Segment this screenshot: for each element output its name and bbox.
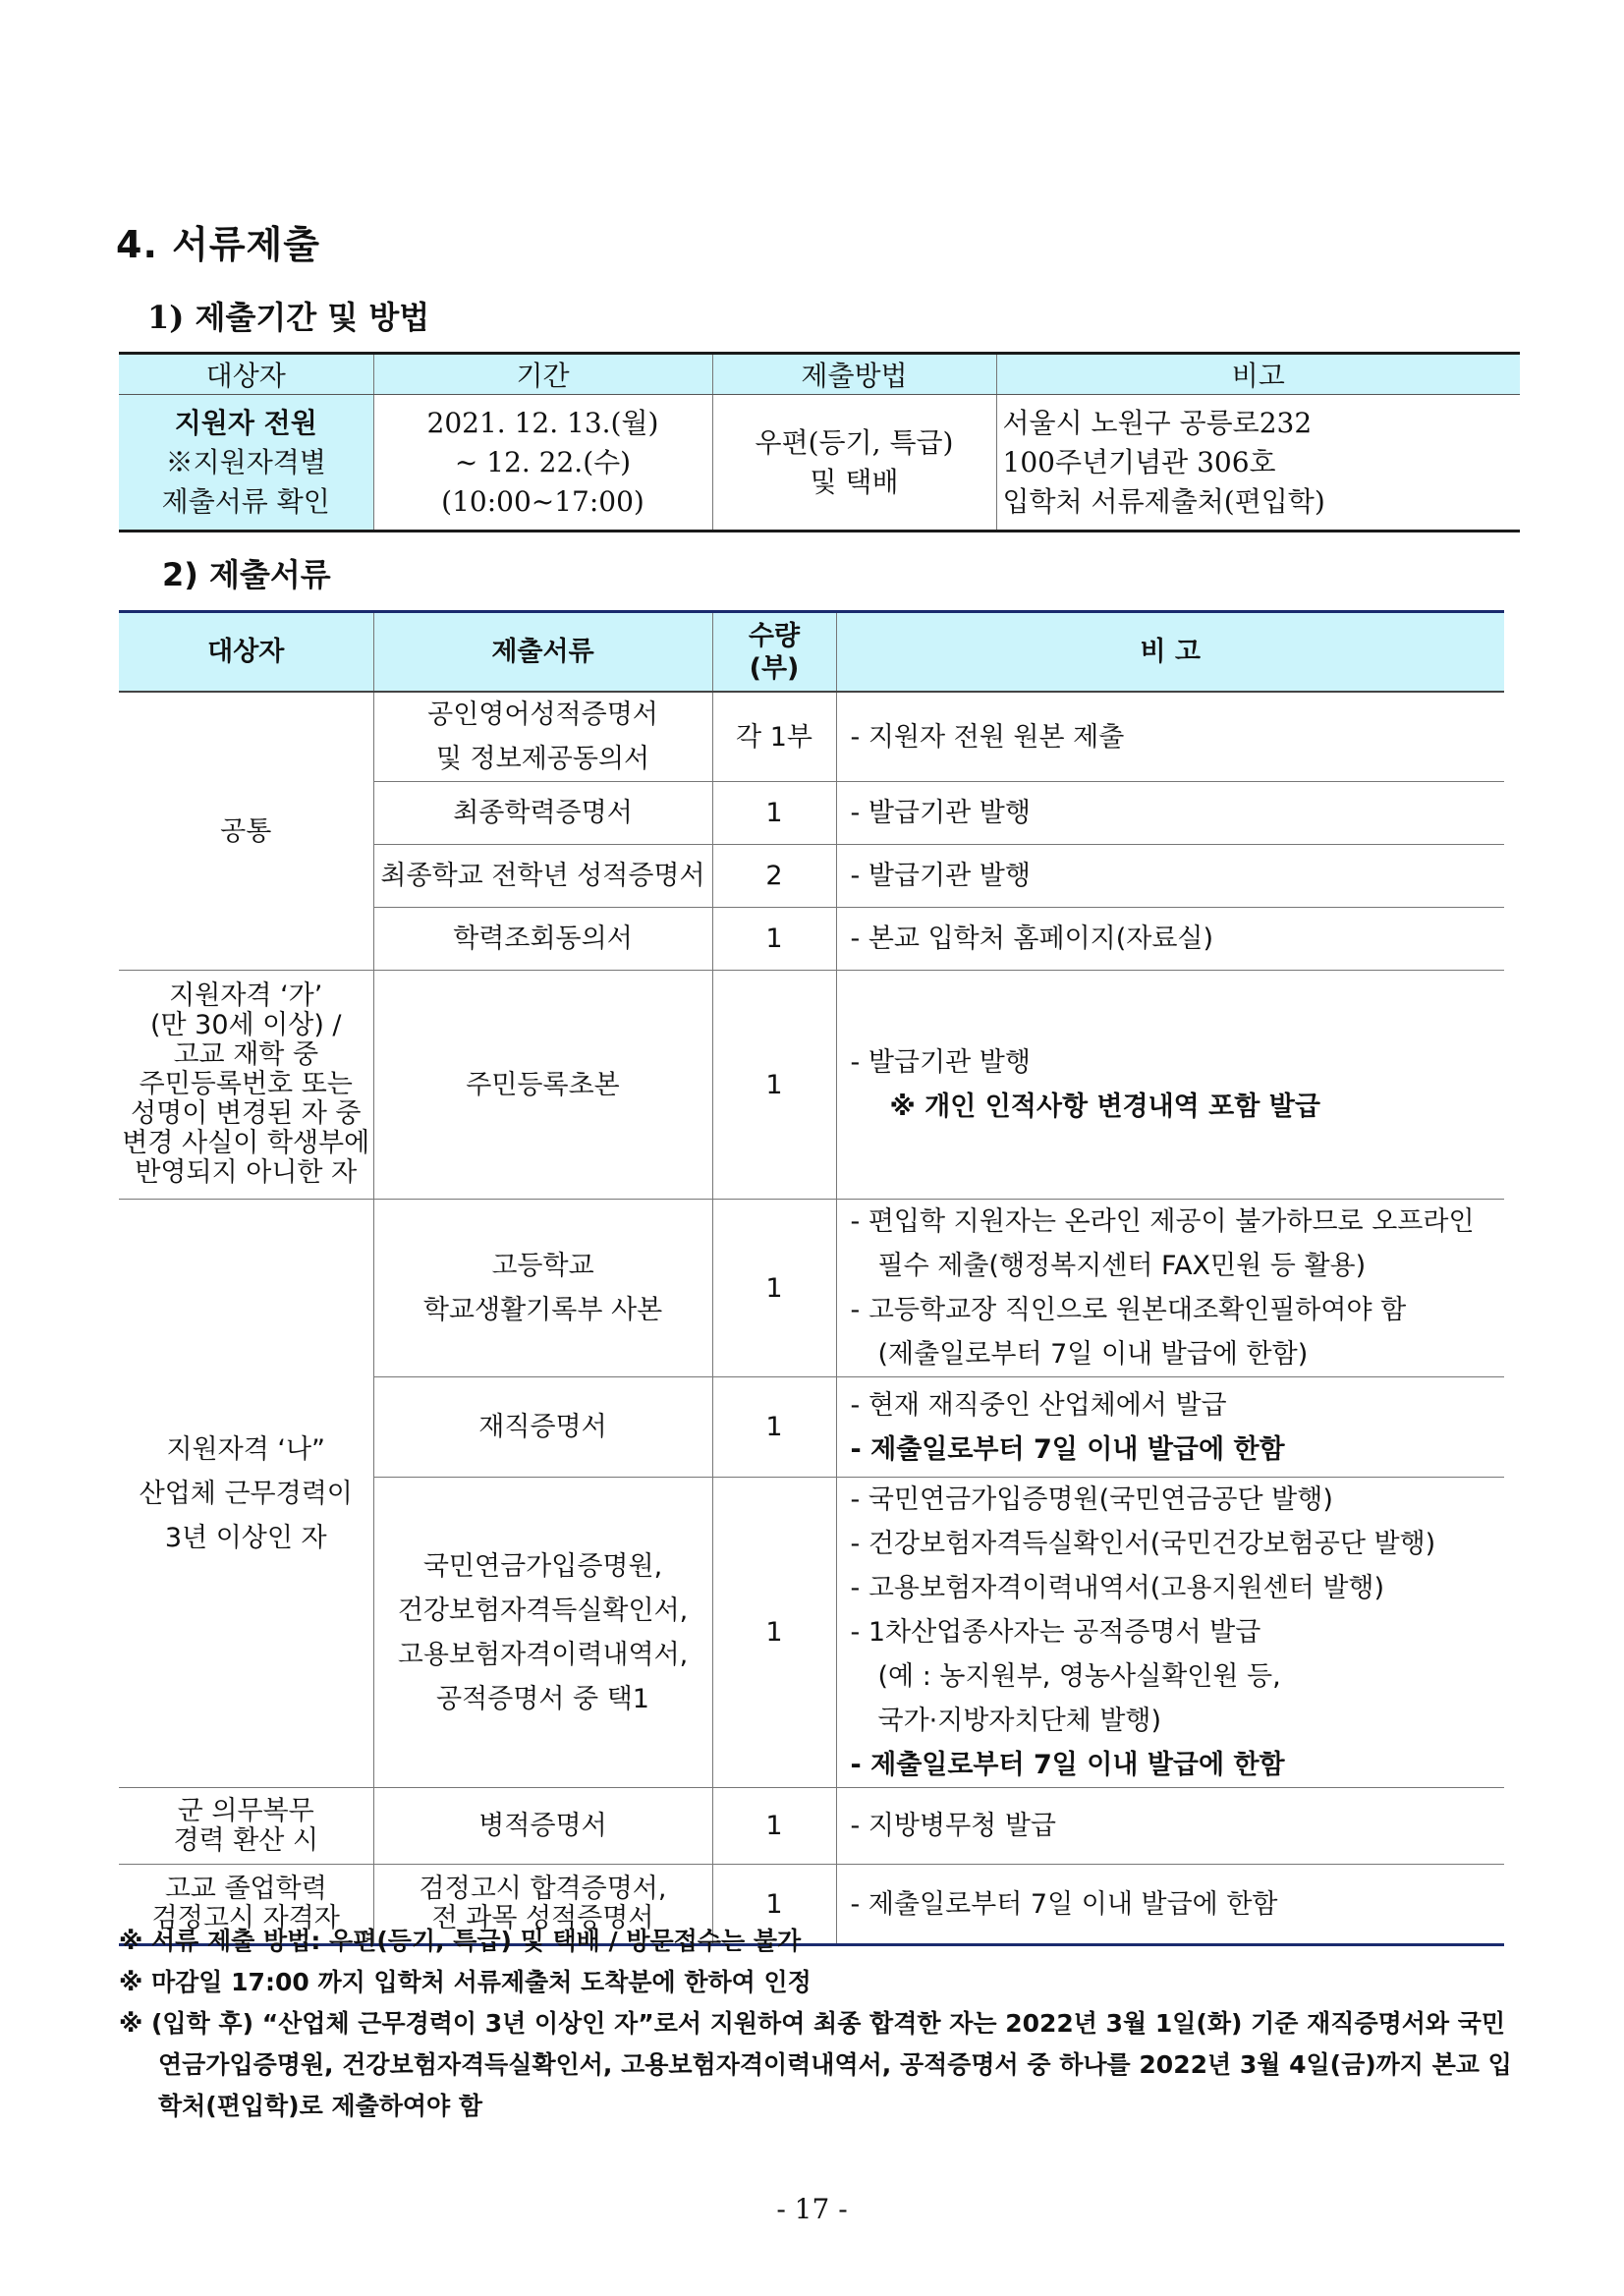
document-line: 공인영어성적증명서 xyxy=(427,700,658,730)
header-target: 대상자 xyxy=(119,354,373,395)
method-line: 우편(등기, 특급) xyxy=(755,425,954,459)
remark-line: - 고등학교장 직인으로 원본대조확인필하여야 함 xyxy=(850,1295,1407,1325)
document-line: 건강보험자격득실확인서, xyxy=(397,1595,689,1626)
quantity-cell: 1 xyxy=(712,1478,836,1788)
footnote: ※ 마감일 17:00 까지 입학처 서류제출처 도착분에 한하여 인정 xyxy=(119,1968,812,1996)
period-cell xyxy=(373,395,712,532)
document-cell: 학력조회동의서 xyxy=(373,908,712,971)
document-line: 검정고시 합격증명서, xyxy=(419,1874,667,1904)
quantity-cell: 1 xyxy=(712,1788,836,1865)
remark-cell xyxy=(836,1377,1504,1478)
method-line: 및 택배 xyxy=(810,465,899,498)
method-cell xyxy=(712,395,996,532)
target-cell xyxy=(119,971,373,1200)
target-line: 지원자 전원 xyxy=(174,406,317,439)
target-line: 고교 재학 중 xyxy=(173,1039,319,1070)
remark-line: ※ 개인 인적사항 변경내역 포함 발급 xyxy=(889,1092,1320,1122)
period-line: 2021. 12. 13.(월) xyxy=(426,406,659,439)
period-line: (10:00~17:00) xyxy=(441,484,644,518)
footnotes xyxy=(119,1921,1514,2127)
header-remark: 비고 xyxy=(996,354,1520,395)
table-header-row xyxy=(119,354,1520,395)
target-cell xyxy=(119,1200,373,1788)
remark-line: - 제출일로부터 7일 이내 발급에 한함 xyxy=(850,1433,1285,1465)
document-line: 전 과목 성적증명서 xyxy=(431,1903,654,1933)
target-line: 변경 사실이 학생부에 xyxy=(122,1128,370,1158)
target-line: 검정고시 자격자 xyxy=(151,1903,340,1933)
header-method: 제출방법 xyxy=(712,354,996,395)
remark-line: - 현재 재직중인 산업체에서 발급 xyxy=(850,1389,1227,1421)
target-line: 제출서류 확인 xyxy=(161,484,330,518)
document-line: 국민연금가입증명원, xyxy=(422,1550,663,1582)
quantity-cell: 1 xyxy=(712,782,836,845)
remark-line: - 발급기관 발행 xyxy=(850,1047,1031,1078)
document-line: 학교생활기록부 사본 xyxy=(422,1295,663,1325)
remark-line: 서울시 노원구 공릉로232 xyxy=(1002,406,1313,439)
table-header-row xyxy=(119,612,1504,693)
remark-cell xyxy=(836,971,1504,1200)
header-remark: 비 고 xyxy=(836,612,1504,693)
document-cell xyxy=(373,1478,712,1788)
quantity-cell: 각 1부 xyxy=(712,692,836,782)
period-line: ~ 12. 22.(수) xyxy=(454,445,632,478)
remark-line: 국가·지방자치단체 발행) xyxy=(877,1706,1162,1736)
document-line: 고용보험자격이력내역서, xyxy=(397,1639,689,1670)
header-documents: 제출서류 xyxy=(373,612,712,693)
remark-cell: - 발급기관 발행 xyxy=(836,845,1504,908)
quantity-cell: 1 xyxy=(712,1865,836,1945)
target-line: ※지원자격별 xyxy=(165,445,326,478)
document-cell: 재직증명서 xyxy=(373,1377,712,1478)
subsection-title-documents: 2) 제출서류 xyxy=(162,556,331,593)
target-cell xyxy=(119,1788,373,1865)
required-documents-table xyxy=(119,610,1504,1946)
target-cell xyxy=(119,395,373,532)
target-line: 성명이 변경된 자 중 xyxy=(131,1098,362,1129)
remark-line: 입학처 서류제출처(편입학) xyxy=(1002,484,1325,518)
document-line: 고등학교 xyxy=(491,1251,594,1281)
subsection-title-period: 1) 제출기간 및 방법 xyxy=(147,299,430,336)
header-quantity-unit: (부) xyxy=(749,652,800,684)
footnote: ※ (입학 후) “산업체 근무경력이 3년 이상인 자”로서 지원하여 최종 합격한 자는 2022년 3월 1일(화) 기준 재직증명서와 국민연금가입증명원, 건강보험자격득실확인서, 고용보험자격이력내역서, 공적증명서 중 하나를 2022년 3월 4일(금)까지 본교 입학처(편입학)로 제출하여야 함 xyxy=(119,2009,1512,2120)
header-quantity xyxy=(712,612,836,693)
table-row xyxy=(119,1788,1504,1865)
remark-cell xyxy=(836,1478,1504,1788)
submission-period-table xyxy=(119,352,1520,532)
remark-line: - 편입학 지원자는 온라인 제공이 불가하므로 오프라인 xyxy=(850,1206,1475,1237)
remark-line: - 건강보험자격득실확인서(국민건강보험공단 발행) xyxy=(850,1529,1436,1559)
remark-cell: - 본교 입학처 홈페이지(자료실) xyxy=(836,908,1504,971)
table-row xyxy=(119,395,1520,532)
target-line: 3년 이상인 자 xyxy=(164,1522,327,1553)
table-row xyxy=(119,1200,1504,1377)
target-line: 지원자격 ‘나” xyxy=(166,1433,326,1465)
remark-cell xyxy=(996,395,1520,532)
target-line: 지원자격 ‘가’ xyxy=(169,980,323,1011)
table-row xyxy=(119,692,1504,782)
target-line: 산업체 근무경력이 xyxy=(139,1478,353,1509)
remark-cell: - 지원자 전원 원본 제출 xyxy=(836,692,1504,782)
target-line: 고교 졸업학력 xyxy=(164,1874,327,1904)
target-line: 반영되지 아니한 자 xyxy=(135,1157,358,1188)
document-line: 공적증명서 중 택1 xyxy=(436,1683,649,1714)
target-cell: 공통 xyxy=(119,692,373,971)
section-title: 4. 서류제출 xyxy=(116,223,320,266)
remark-cell: - 지방병무청 발급 xyxy=(836,1788,1504,1865)
document-cell xyxy=(373,1200,712,1377)
remark-line: (예 : 농지원부, 영농사실확인원 등, xyxy=(877,1661,1281,1692)
remark-line: - 1차산업종사자는 공적증명서 발급 xyxy=(850,1617,1261,1648)
target-line: (만 30세 이상) / xyxy=(149,1010,342,1040)
table-row xyxy=(119,971,1504,1200)
header-target: 대상자 xyxy=(119,612,373,693)
remark-line: - 고용보험자격이력내역서(고용지원센터 발행) xyxy=(850,1573,1385,1603)
remark-line: 필수 제출(행정복지센터 FAX민원 등 활용) xyxy=(877,1251,1367,1281)
remark-cell: - 발급기관 발행 xyxy=(836,782,1504,845)
header-quantity-line: 수량 xyxy=(748,620,801,651)
document-line: 및 정보제공동의서 xyxy=(435,744,650,774)
document-cell: 주민등록초본 xyxy=(373,971,712,1200)
quantity-cell: 1 xyxy=(712,1377,836,1478)
remark-line: - 국민연금가입증명원(국민연금공단 발행) xyxy=(850,1484,1333,1515)
page-number: - 17 - xyxy=(776,2193,848,2225)
target-line: 경력 환산 시 xyxy=(173,1824,319,1856)
remark-line: 100주년기념관 306호 xyxy=(1002,445,1276,478)
target-line: 군 의무복무 xyxy=(177,1795,314,1826)
quantity-cell: 2 xyxy=(712,845,836,908)
document-cell: 병적증명서 xyxy=(373,1788,712,1865)
quantity-cell: 1 xyxy=(712,1200,836,1377)
remark-cell: - 제출일로부터 7일 이내 발급에 한함 xyxy=(836,1865,1504,1945)
document-cell: 최종학력증명서 xyxy=(373,782,712,845)
remark-line: - 제출일로부터 7일 이내 발급에 한함 xyxy=(850,1750,1285,1780)
remark-line: (제출일로부터 7일 이내 발급에 한함) xyxy=(877,1339,1309,1370)
document-cell: 최종학교 전학년 성적증명서 xyxy=(373,845,712,908)
quantity-cell: 1 xyxy=(712,971,836,1200)
header-period: 기간 xyxy=(373,354,712,395)
remark-cell xyxy=(836,1200,1504,1377)
footnote: ※ 서류 제출 방법: 우편(등기, 특급) 및 택배 / 방문접수는 불가 xyxy=(119,1927,802,1955)
target-line: 주민등록번호 또는 xyxy=(139,1069,353,1099)
document-cell xyxy=(373,692,712,782)
quantity-cell: 1 xyxy=(712,908,836,971)
